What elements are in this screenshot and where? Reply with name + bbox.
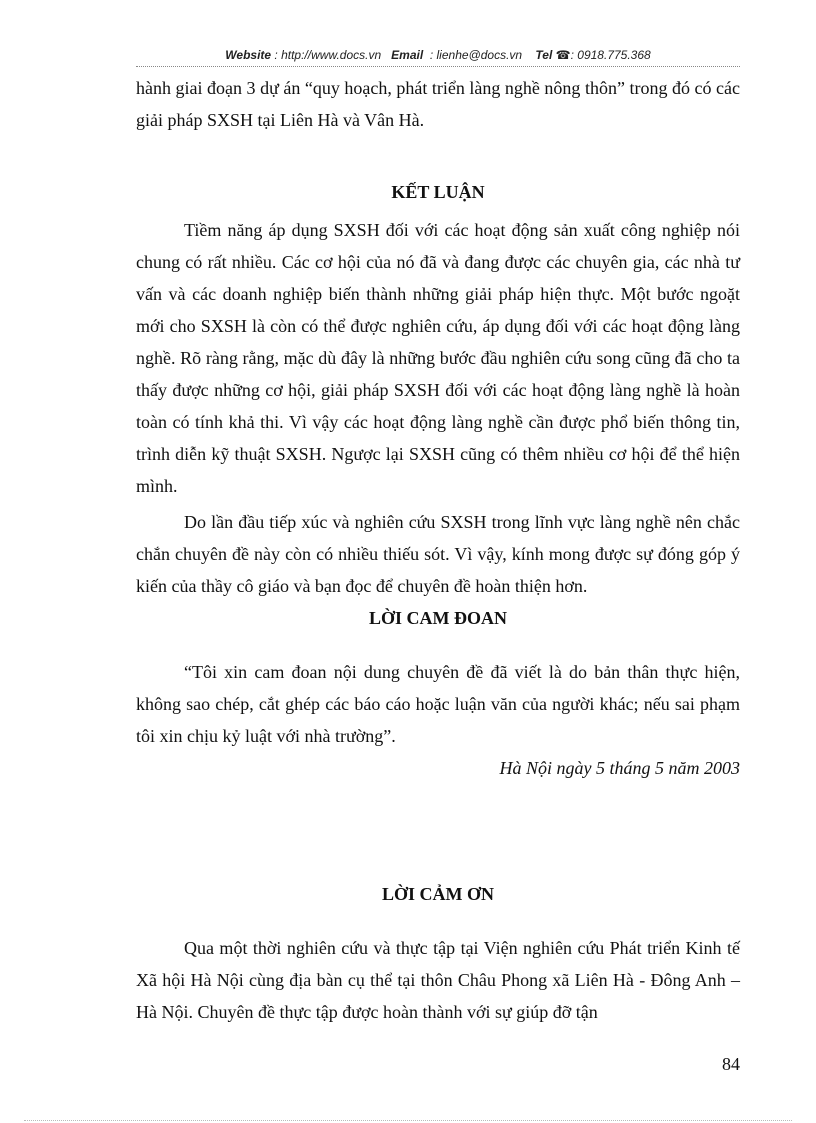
spacer bbox=[136, 634, 740, 656]
spacer bbox=[136, 136, 740, 176]
loi-cam-doan-heading: LỜI CAM ĐOAN bbox=[369, 608, 507, 628]
header-divider bbox=[136, 66, 740, 67]
document-body bbox=[136, 72, 740, 1028]
footer-divider bbox=[24, 1120, 792, 1121]
page-number: 84 bbox=[722, 1054, 740, 1074]
website-value: : http://www.docs.vn bbox=[274, 48, 382, 62]
loi-cam-doan-paragraph: “Tôi xin cam đoan nội dung chuyên đề đã viết là do bản thân thực hiện, không sao chép, cắt ghép các báo cáo hoặc luận văn của người khác; nếu sai phạm tôi xin chịu kỷ luật với nhà trường”. bbox=[136, 662, 740, 746]
spacer bbox=[136, 910, 740, 932]
email-value: : lienhe@docs.vn bbox=[429, 48, 523, 62]
spacer bbox=[136, 784, 740, 878]
intro-paragraph: hành giai đoạn 3 dự án “quy hoạch, phát triển làng nghề nông thôn” trong đó có các giải pháp SXSH tại Liên Hà và Vân Hà. bbox=[136, 78, 740, 130]
loi-cam-on-paragraph: Qua một thời nghiên cứu và thực tập tại Viện nghiên cứu Phát triển Kinh tế Xã hội Hà Nội cùng địa bàn cụ thể tại thôn Châu Phong xã Liên Hà - Đông Anh – Hà Nội. Chuyên đề thực tập được hoàn thành với sự giúp đỡ tận bbox=[136, 938, 740, 1022]
ket-luan-paragraph-2: Do lần đầu tiếp xúc và nghiên cứu SXSH trong lĩnh vực làng nghề nên chắc chắn chuyên đề này còn có nhiều thiếu sót. Vì vậy, kính mong được sự đóng góp ý kiến của thầy cô giáo và bạn đọc để chuyên đề hoàn thiện hơn. bbox=[136, 512, 740, 596]
page-header bbox=[136, 48, 740, 62]
email-label: Email bbox=[391, 48, 424, 62]
tel-value: ☎: 0918.775.368 bbox=[555, 48, 651, 62]
loi-cam-on-heading: LỜI CẢM ƠN bbox=[382, 884, 494, 904]
tel-label: Tel bbox=[535, 48, 553, 62]
ket-luan-paragraph-1: Tiềm năng áp dụng SXSH đối với các hoạt động sản xuất công nghiệp nói chung có rất nhiều. Các cơ hội của nó đã và đang được các chuyên gia, các nhà tư vấn và các doanh nghiệp biến thành những giải pháp hiện thực. Một bước ngoặt mới cho SXSH là còn có thể được nghiên cứu, áp dụng đối với các hoạt động làng nghề. Rõ ràng rằng, mặc dù đây là những bước đầu nghiên cứu song cũng đã cho ta thấy được những cơ hội, giải pháp SXSH đối với các hoạt động làng nghề là hoàn toàn có tính khả thi. Vì vậy các hoạt động làng nghề cần được phổ biến thông tin, trình diễn kỹ thuật SXSH. Ngược lại SXSH cũng có thêm nhiều cơ hội để thể hiện mình. bbox=[136, 220, 740, 496]
ket-luan-heading: KẾT LUẬN bbox=[391, 182, 485, 202]
website-label: Website bbox=[225, 48, 272, 62]
place-date: Hà Nội ngày 5 tháng 5 năm 2003 bbox=[499, 758, 740, 778]
